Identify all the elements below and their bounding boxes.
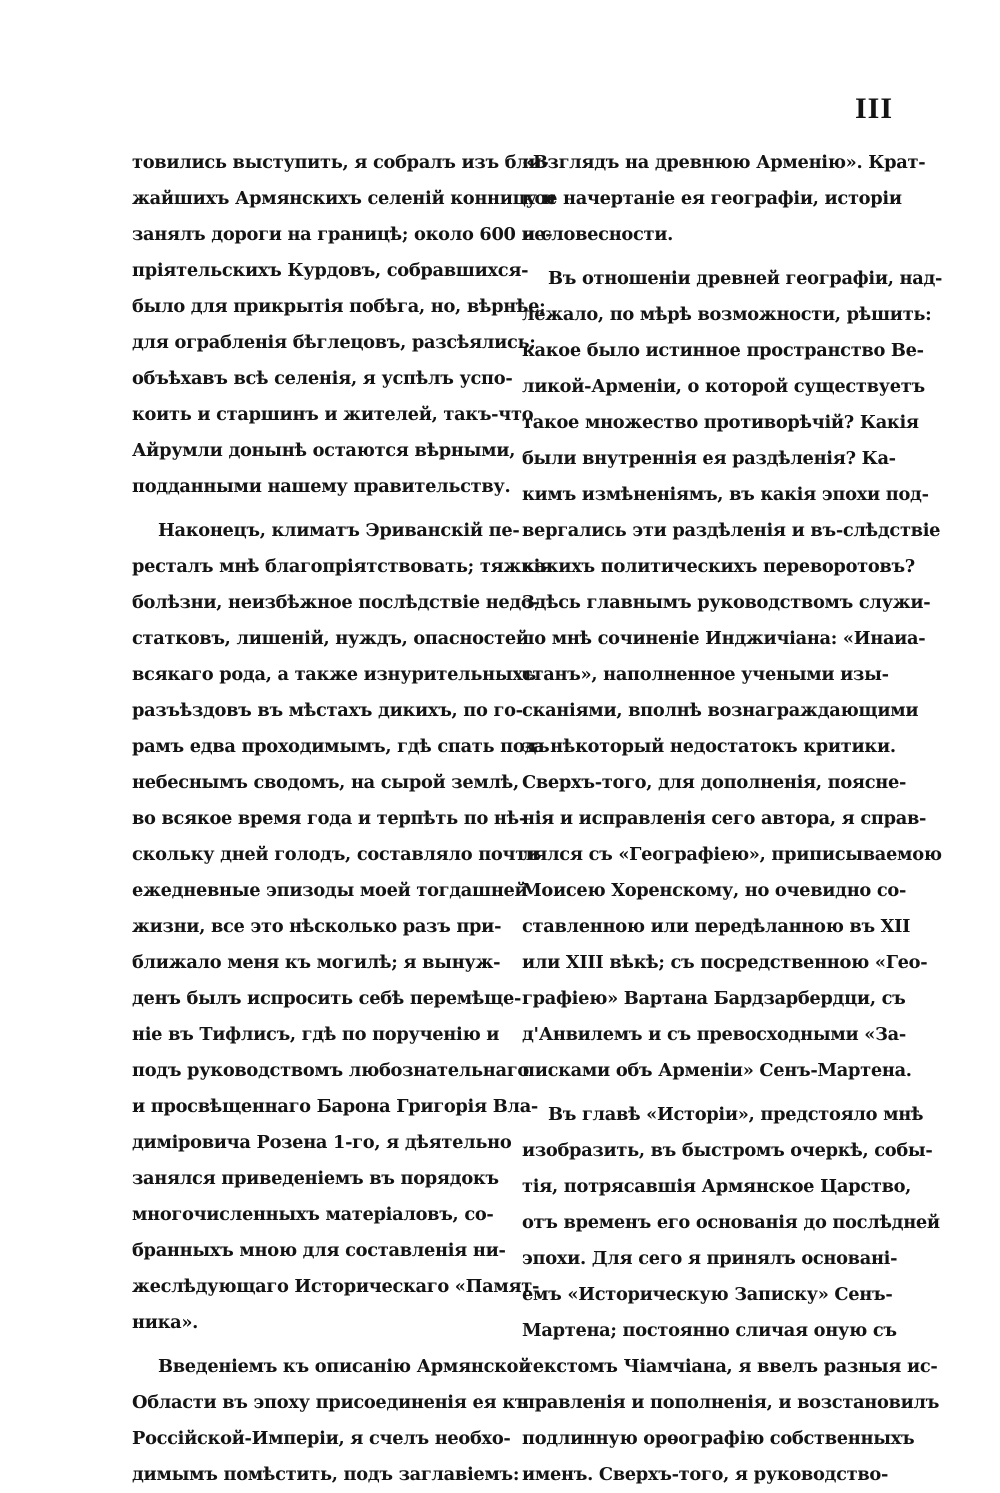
text-line: были внутреннія ея раздѣленія? Ка- [522, 448, 896, 469]
text-line: графіею» Вартана Бардзарбердци, съ [522, 988, 906, 1009]
text-line: всякаго рода, а также изнурительныхъ [132, 664, 536, 685]
text-line: Моисею Хоренскому, но очевидно со- [522, 880, 907, 901]
text-line: ежедневные эпизоды моей тогдашней [132, 880, 528, 901]
text-line: Введеніемъ къ описанію Армянской [158, 1356, 532, 1377]
text-line: подданными нашему правительству. [132, 476, 511, 497]
text-line: диміровича Розена 1-го, я дѣятельно [132, 1132, 512, 1153]
text-line: текстомъ Чіамчіана, я ввелъ разныя ис- [522, 1356, 938, 1377]
text-line: Наконецъ, климатъ Эриванскій пе- [158, 520, 520, 541]
text-line: эпохи. Для сего я принялъ основані- [522, 1248, 898, 1269]
text-line: Мартена; постоянно сличая оную съ [522, 1320, 897, 1341]
text-line: Въ отношеніи древней географіи, над- [548, 268, 943, 289]
text-line: лежало, по мѣрѣ возможности, рѣшить: [522, 304, 932, 325]
text-line: ликой-Арменіи, о которой существуетъ [522, 376, 925, 397]
text-line: занялся приведеніемъ въ порядокъ [132, 1168, 499, 1189]
left-column [132, 145, 556, 1493]
text-line: лялся съ «Географіею», приписываемою [522, 844, 942, 865]
text-line: болѣзни, неизбѣжное послѣдствіе недо- [132, 592, 540, 613]
text-line: во всякое время года и терпѣть по нѣ- [132, 808, 526, 829]
text-line: многочисленныхъ матеріаловъ, со- [132, 1204, 494, 1225]
text-line: за нѣкоторый недостатокъ критики. [522, 736, 896, 757]
text-line: товились выступить, я собралъ изъ бли- [132, 152, 549, 173]
text-line: изобразить, въ быстромъ очеркѣ, собы- [522, 1140, 933, 1161]
text-line: ло мнѣ сочиненіе Инджичіана: «Инаиа- [522, 628, 926, 649]
page-number: III [854, 92, 893, 125]
text-line: или XIII вѣкѣ; съ посредственною «Гео- [522, 952, 928, 973]
text-line: бранныхъ мною для составленія ни- [132, 1240, 506, 1261]
text-line: нія и исправленія сего автора, я справ- [522, 808, 927, 829]
text-line: отъ временъ его основанія до послѣдней [522, 1212, 940, 1233]
text-line: д'Анвилемъ и съ превосходными «За- [522, 1024, 906, 1045]
text-line: статковъ, лишеній, нуждъ, опасностей [132, 628, 529, 649]
text-line: Айрумли донынѣ остаются вѣрными, [132, 440, 516, 461]
text-line: для ограбленія бѣглецовъ, разсѣялись; [132, 332, 536, 353]
text-line: небеснымъ сводомъ, на сырой землѣ, [132, 772, 519, 793]
text-line: станъ», наполненное учеными изы- [522, 664, 889, 685]
text-line: Здѣсь главнымъ руководствомъ служи- [522, 592, 931, 613]
text-line: жайшихъ Армянскихъ селеній конницу и [132, 188, 556, 209]
text-line: жеслѣдующаго Историческаго «Памят- [132, 1276, 540, 1297]
text-line: и просвѣщеннаго Барона Григорія Вла- [132, 1096, 538, 1117]
paragraph-gap [132, 505, 487, 513]
text-line: такое множество противорѣчій? Какія [522, 412, 919, 433]
text-line: было для прикрытія побѣга, но, вѣрнѣе; [132, 296, 546, 317]
text-line: скольку дней голодъ, составляло почти [132, 844, 539, 865]
text-line: Россійской-Имперіи, я счелъ необхо- [132, 1428, 511, 1449]
text-line: Въ главѣ «Исторіи», предстояло мнѣ [548, 1104, 924, 1125]
text-line: правленія и пополненія, и возстановилъ [522, 1392, 940, 1413]
text-line: какихъ политическихъ переворотовъ? [522, 556, 915, 577]
paragraph-gap [522, 1089, 877, 1097]
text-line: ника». [132, 1312, 199, 1333]
text-line: денъ былъ испросить себѣ перемѣще- [132, 988, 522, 1009]
text-line: Сверхъ-того, для дополненія, поясне- [522, 772, 907, 793]
text-line: писками объ Арменіи» Сенъ-Мартена. [522, 1060, 912, 1081]
text-line: жизни, все это нѣсколько разъ при- [132, 916, 502, 937]
text-line: вергались эти раздѣленія и въ-слѣдствіе [522, 520, 941, 541]
text-line: ресталъ мнѣ благопріятствовать; тяжкія [132, 556, 553, 577]
text-line: Области въ эпоху присоединенія ея къ [132, 1392, 529, 1413]
text-line: ставленною или передѣланною въ XII [522, 916, 911, 937]
text-line: рамъ едва проходимымъ, гдѣ спать подъ [132, 736, 550, 757]
paragraph-gap [522, 253, 877, 261]
text-line: пріятельскихъ Курдовъ, собравшихся- [132, 260, 529, 281]
text-line: какое было истинное пространство Ве- [522, 340, 924, 361]
right-column [522, 145, 943, 1493]
text-line: коить и старшинъ и жителей, такъ-что [132, 404, 534, 425]
text-line: занялъ дороги на границѣ; около 600 не- [132, 224, 553, 245]
text-line: кимъ измѣненіямъ, въ какія эпохи под- [522, 484, 929, 505]
text-line: и словесности. [522, 224, 673, 245]
text-line: подъ руководствомъ любознательнаго [132, 1060, 529, 1081]
text-line: ближало меня къ могилѣ; я вынуж- [132, 952, 501, 973]
paragraph-gap [132, 1341, 487, 1349]
text-line: кое начертаніе ея географіи, исторіи [522, 188, 902, 209]
text-line: емъ «Историческую Записку» Сенъ- [522, 1284, 893, 1305]
text-line: объѣхавъ всѣ селенія, я успѣлъ успо- [132, 368, 513, 389]
text-line: разъѣздовъ въ мѣстахъ дикихъ, по го- [132, 700, 523, 721]
text-line: сканіями, вполнѣ вознаграждающими [522, 700, 919, 721]
text-line: именъ. Сверхъ-того, я руководство- [522, 1464, 889, 1485]
text-line: димымъ помѣстить, подъ заглавіемъ: [132, 1464, 520, 1485]
text-line: подлинную орѳографію собственныхъ [522, 1428, 915, 1449]
text-line: тія, потрясавшія Армянское Царство, [522, 1176, 912, 1197]
text-line: «Взглядъ на древнюю Арменію». Крат- [522, 152, 926, 173]
text-line: ніе въ Тифлисъ, гдѣ по порученію и [132, 1024, 500, 1045]
